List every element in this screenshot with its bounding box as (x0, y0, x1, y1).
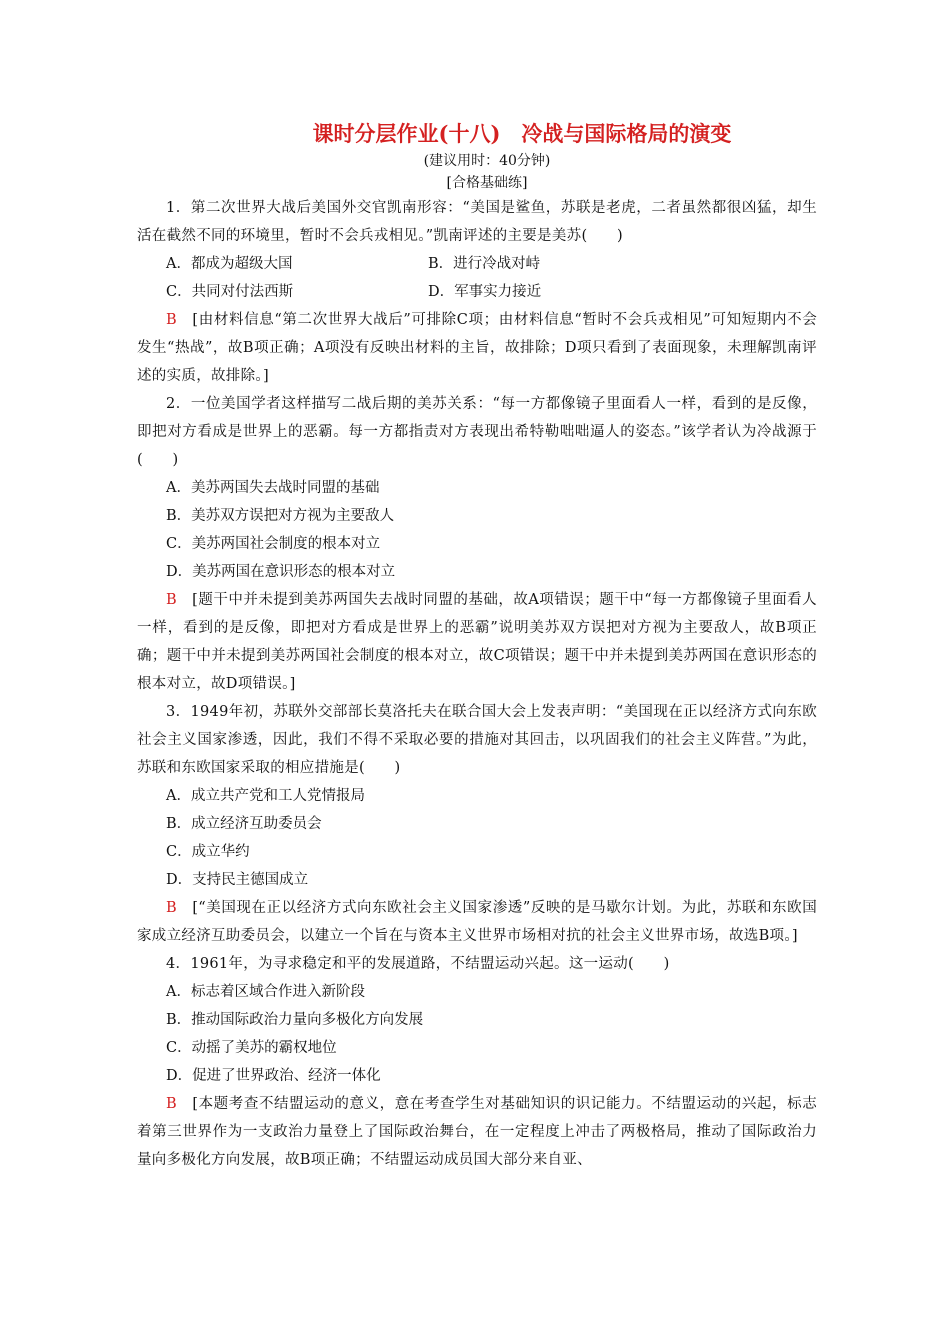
option-d: D．支持民主德国成立 (166, 872, 309, 888)
question-1-options-row-1 (137, 250, 817, 278)
option-b: B．美苏双方误把对方视为主要敌人 (166, 508, 395, 524)
answer-explanation: [题干中并未提到美苏两国失去战时同盟的基础，故A项错误；题干中“每一方都像镜子里面看人一样，看到的是反像，即把对方看成是世界上的恶霸”说明美苏双方误把对方视为主要敌人，故B项正确；题干中并未提到美苏两国社会制度的根本对立，故C项错误；题干中并未提到美苏两国在意识形态的根本对立，故D项错误。] (137, 592, 817, 692)
answer-letter: B (166, 312, 177, 328)
option-a: A．成立共产党和工人党情报局 (166, 788, 365, 804)
question-3-stem: 3．1949年初，苏联外交部部长莫洛托夫在联合国大会上发表声明：“美国现在正以经济方式向东欧社会主义国家渗透，因此，我们不得不采取必要的措施对其回击，以巩固我们的社会主义阵营。”为此，苏联和东欧国家采取的相应措施是( ) (137, 704, 817, 776)
answer-letter: B (166, 592, 177, 608)
answer-explanation: [由材料信息“第二次世界大战后”可排除C项；由材料信息“暂时不会兵戎相见”可知短期内不会发生“热战”，故B项正确；A项没有反映出材料的主旨，故排除；D项只看到了表面现象，未理解凯南评述的实质，故排除。] (137, 312, 817, 384)
question-2-answer (137, 586, 817, 698)
option-a: A．标志着区域合作进入新阶段 (166, 984, 365, 1000)
question-1-answer (137, 306, 817, 390)
page-title: 课时分层作业(十八) 冷战与国际格局的演变 (312, 121, 732, 146)
question-1-stem: 1．第二次世界大战后美国外交官凯南形容：“美国是鲨鱼，苏联是老虎，二者虽然都很凶猛，却生活在截然不同的环境里，暂时不会兵戎相见。”凯南评述的主要是美苏( ) (137, 200, 817, 244)
question-1-options-row-2 (137, 278, 817, 306)
option-d: D．美苏两国在意识形态的根本对立 (166, 564, 396, 580)
answer-explanation: [本题考查不结盟运动的意义，意在考查学生对基础知识的识记能力。不结盟运动的兴起，标志着第三世界作为一支政治力量登上了国际政治舞台，在一定程度上冲击了两极格局，推动了国际政治力量向多极化方向发展，故B项正确；不结盟运动成员国大部分来自亚、 (137, 1096, 817, 1168)
option-d: D．促进了世界政治、经济一体化 (166, 1068, 381, 1084)
section-heading: [合格基础练] (446, 175, 528, 191)
question-4-stem: 4．1961年，为寻求稳定和平的发展道路，不结盟运动兴起。这一运动( ) (166, 956, 670, 972)
option-c: C．动摇了美苏的霸权地位 (166, 1040, 337, 1056)
option-c: C．美苏两国社会制度的根本对立 (166, 536, 381, 552)
option-d: D．军事实力接近 (428, 284, 542, 300)
time-suggestion: (建议用时：40分钟) (423, 153, 551, 169)
question-3-answer (137, 894, 817, 950)
question-2-stem: 2．一位美国学者这样描写二战后期的美苏关系：“每一方都像镜子里面看人一样，看到的是反像，即把对方看成是世界上的恶霸。每一方都指责对方表现出希特勒咄咄逼人的姿态。”该学者认为冷战源于( ) (137, 396, 817, 468)
option-c: C．成立华约 (166, 844, 250, 860)
option-b: B．成立经济互助委员会 (166, 816, 322, 832)
option-a: A．都成为超级大国 (166, 256, 293, 272)
answer-letter: B (166, 900, 177, 916)
answer-explanation: [“美国现在正以经济方式向东欧社会主义国家渗透”反映的是马歇尔计划。为此，苏联和东欧国家成立经济互助委员会，以建立一个旨在与资本主义世界市场相对抗的社会主义世界市场，故选B项。] (137, 900, 817, 944)
question-4-answer (137, 1090, 817, 1174)
document-page (137, 118, 817, 1174)
option-b: B．推动国际政治力量向多极化方向发展 (166, 1012, 424, 1028)
answer-letter: B (166, 1096, 177, 1112)
option-b: B．进行冷战对峙 (428, 256, 541, 272)
option-a: A．美苏两国失去战时同盟的基础 (166, 480, 380, 496)
option-c: C．共同对付法西斯 (166, 284, 294, 300)
